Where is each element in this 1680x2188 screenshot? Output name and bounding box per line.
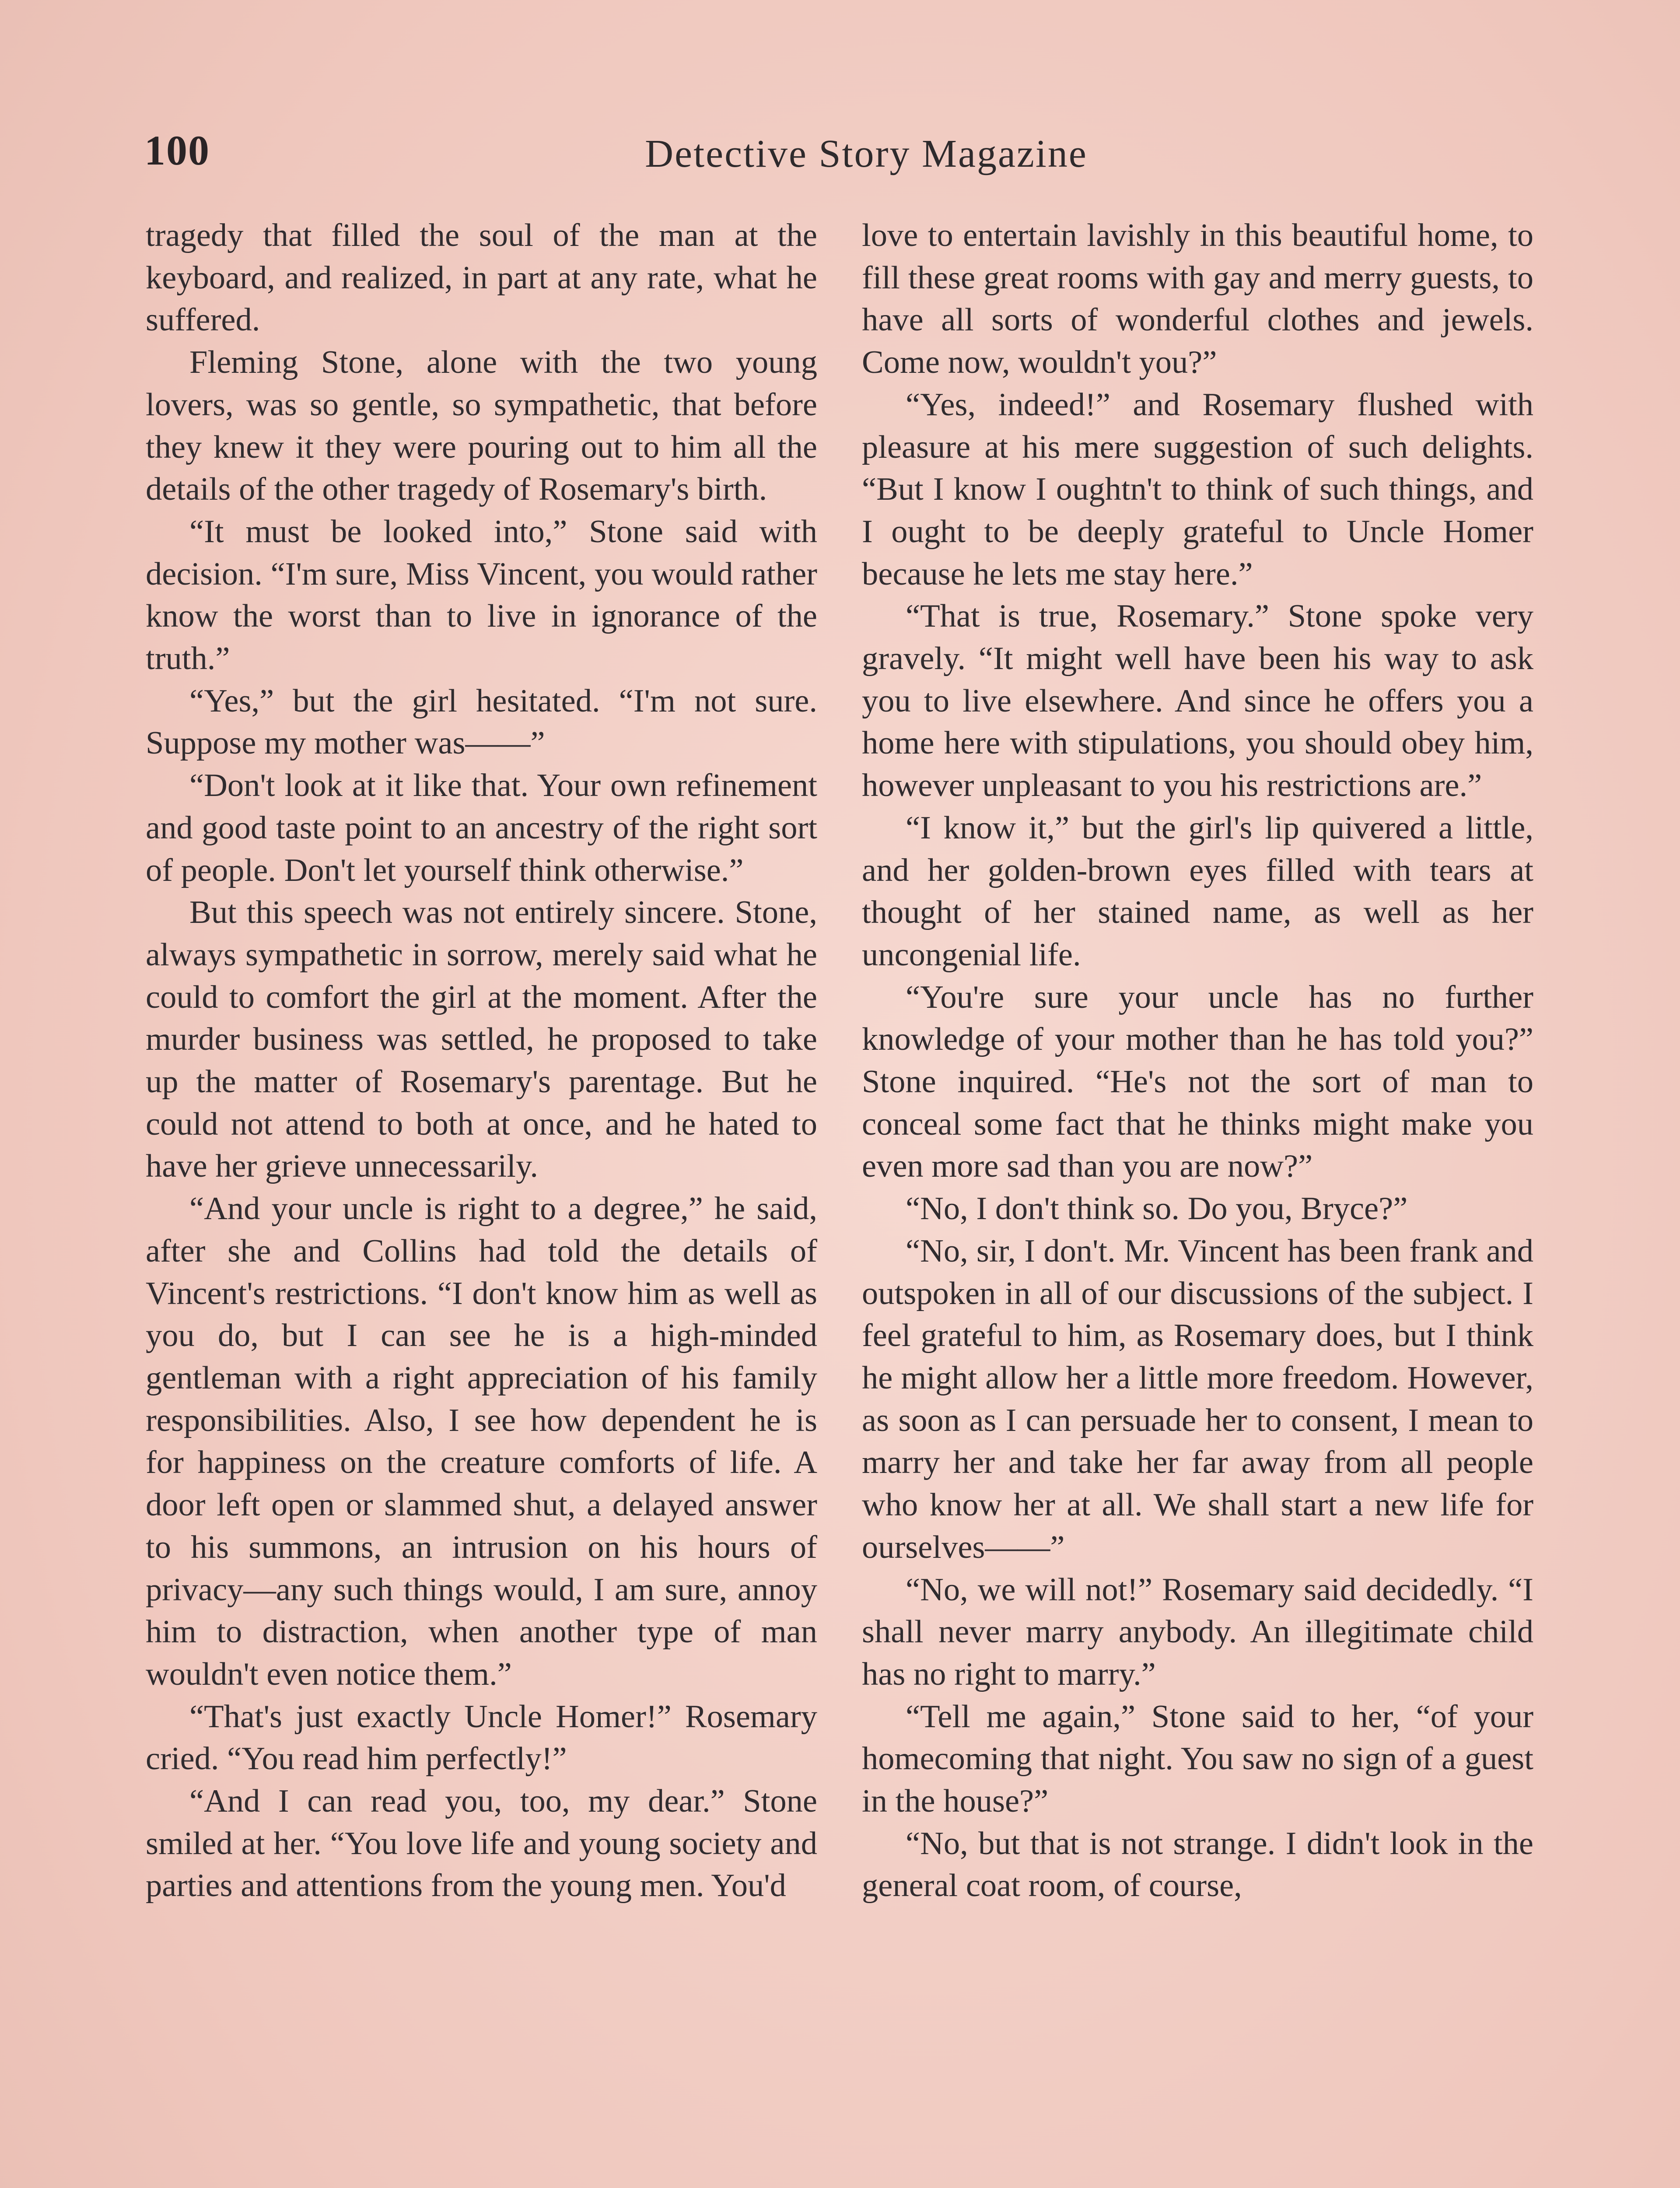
paragraph: “No, but that is not strange. I didn't look in the general coat room, of course, — [862, 1825, 1533, 1904]
paragraph: “Don't look at it like that. Your own refinement and good taste point to an ancestry of the right sort of people. Don't let yourself think otherwise.” — [146, 768, 817, 888]
paragraph: “Yes,” but the girl hesitated. “I'm not sure. Suppose my mother was——” — [146, 683, 817, 761]
paragraph: “No, we will not!” Rosemary said decidedly. “I shall never marry anybody. An illegitimate child has no right to marry.” — [862, 1571, 1533, 1692]
paragraph: “I know it,” but the girl's lip quivered a little, and her golden-brown eyes filled with tears at thought of her stained name, as well as her uncongenial life. — [862, 810, 1533, 973]
paragraph: “Tell me again,” Stone said to her, “of your homecoming that night. You saw no sign of a guest in the house?” — [862, 1698, 1533, 1820]
paragraph: love to entertain lavishly in this beautiful home, to fill these great rooms with gay and merry guests, to have all sorts of wonderful clothes and jewels. Come now, wouldn't you?” — [862, 217, 1533, 381]
paragraph: Fleming Stone, alone with the two young lovers, was so gentle, so sympathetic, that before they knew it they were pouring out to him all the details of the other tragedy of Rosemary's birth. — [146, 344, 817, 508]
paragraph: “No, I don't think so. Do you, Bryce?” — [906, 1191, 1408, 1227]
paragraph: “That's just exactly Uncle Homer!” Rosemary cried. “You read him perfectly!” — [146, 1698, 817, 1777]
paragraph: tragedy that filled the soul of the man at the keyboard, and realized, in part at any rate, what he suffered. — [146, 217, 817, 338]
paragraph: “It must be looked into,” Stone said with decision. “I'm sure, Miss Vincent, you would rather know the worst than to live in ignorance of the truth.” — [146, 513, 817, 677]
paragraph: “And your uncle is right to a degree,” he said, after she and Collins had told the details of Vincent's restrictions. “I don't know him as well as you do, but I can see he is a high-minded gentleman with a right appreciation of his family responsibilities. Also, I see how dependent he is for happiness on the creature comforts of life. A door left open or slammed shut, a delayed answer to his summons, an intrusion on his hours of privacy—any such things would, I am sure, annoy him to distraction, when another type of man wouldn't even notice them.” — [146, 1191, 817, 1692]
paragraph: But this speech was not entirely sincere. Stone, always sympathetic in sorrow, merely said what he could to comfort the girl at the moment. After the murder business was settled, he proposed to take up the matter of Rosemary's parentage. But he could not attend to both at once, and he hated to have her grieve unnecessarily. — [146, 894, 817, 1185]
running-title: Detective Story Magazine — [645, 132, 1088, 175]
paragraph: “No, sir, I don't. Mr. Vincent has been frank and outspoken in all of our discussions of the subject. I feel grateful to him, as Rosemary does, but I think he might allow her a little more freedom. However, as soon as I can persuade her to consent, I mean to marry her and take her far away from all people who know her at all. We shall start a new life for ourselves——” — [862, 1233, 1533, 1565]
paragraph: “You're sure your uncle has no further knowledge of your mother than he has told you?” Stone inquired. “He's not the sort of man to conceal some fact that he thinks might make you even more sad than you are now?” — [862, 979, 1533, 1185]
paragraph: “That is true, Rosemary.” Stone spoke very gravely. “It might well have been his way to ask you to live elsewhere. And since he offers you a home here with stipulations, you should obey him, however unpleasant to you his restrictions are.” — [862, 598, 1533, 804]
page-number: 100 — [144, 127, 210, 174]
left-column — [146, 214, 817, 2188]
right-column — [862, 214, 1533, 2188]
paragraph: “Yes, indeed!” and Rosemary flushed with pleasure at his mere suggestion of such delights. “But I know I oughtn't to think of such things, and I ought to be deeply grateful to Uncle Homer because he lets me stay here.” — [862, 386, 1533, 592]
paragraph: “And I can read you, too, my dear.” Stone smiled at her. “You love life and young society and parties and attentions from the young men. You'd — [146, 1783, 817, 1904]
